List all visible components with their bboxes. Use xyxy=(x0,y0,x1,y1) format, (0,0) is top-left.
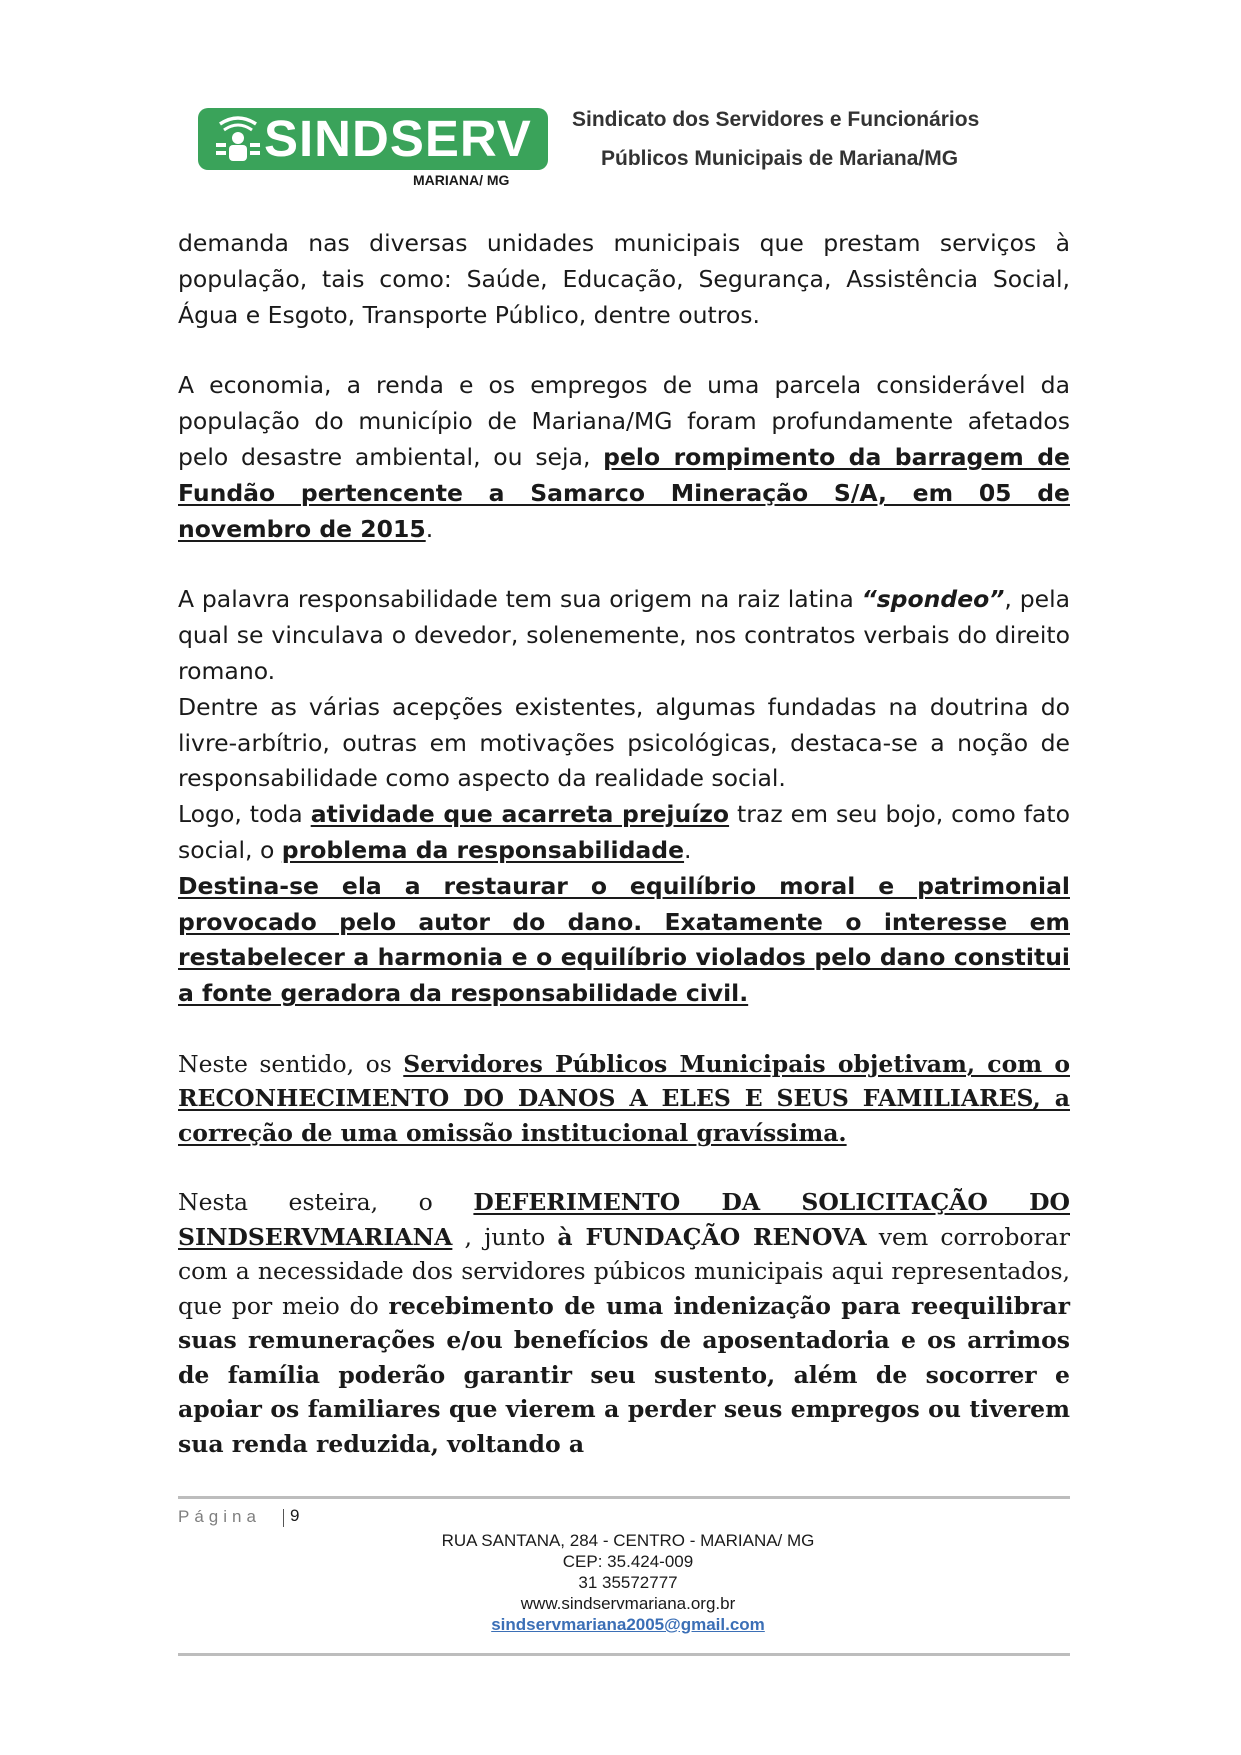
footer-cep: CEP: 35.424-009 xyxy=(562,1552,694,1571)
footer-divider-bottom xyxy=(178,1653,1070,1656)
emphasis-span: problema da responsabilidade xyxy=(281,835,685,864)
paragraph-1: demanda nas diversas unidades municipais que prestam serviços à população, tais como: Saúde, Educação, Segurança, Assistência Social, Água e Esgoto, Transporte Público, dentre outros. xyxy=(178,229,1070,329)
paragraph-5 xyxy=(178,797,1070,869)
page-label: Página xyxy=(178,1507,261,1526)
emphasis-span: à FUNDAÇÃO RENOVA xyxy=(557,1222,867,1251)
logo-subtitle: MARIANA/ MG xyxy=(413,172,510,188)
footer-email-link[interactable]: sindservmariana2005@gmail.com xyxy=(491,1615,765,1634)
text-span: . xyxy=(425,514,434,543)
paragraph-8 xyxy=(178,1185,1070,1461)
footer-divider-top xyxy=(178,1496,1070,1499)
footer-address: RUA SANTANA, 284 - CENTRO - MARIANA/ MG xyxy=(441,1531,815,1550)
paragraph-7 xyxy=(178,1047,1070,1151)
worker-emblem-icon xyxy=(212,114,264,164)
text-span: Logo, toda xyxy=(178,800,311,829)
emphasis-span: DEFERIMENTO DA SOLICITAÇÃO DO SINDSERVMARIANA xyxy=(178,1188,1070,1251)
page-separator xyxy=(283,1509,284,1527)
paragraph-6: Destina-se ela a restaurar o equilíbrio moral e patrimonial provocado pelo autor do dano. Exatamente o interesse em restabelecer a harmonia e o equilíbrio violados pelo dano constitui a fonte geradora da responsabilidade civil. xyxy=(178,871,1070,1008)
text-span: traz em seu bojo, como fato social, o xyxy=(178,800,1070,864)
emphasis-span: Servidores Públicos Municipais objetivam, com o RECONHECIMENTO DO DANOS A ELES E SEUS FAMILIARES, a correção de uma omissão institucional gravíssima. xyxy=(178,1049,1070,1147)
text-span: A economia, a renda e os empregos de uma parcela considerável da população do município de Mariana/MG foram profundamente afetados pelo desastre ambiental, ou seja, xyxy=(178,371,1070,471)
union-name-line1: Sindicato dos Servidores e Funcionários xyxy=(572,108,980,131)
paragraph-4: Dentre as várias acepções existentes, algumas fundadas na doutrina do livre-arbítrio, outras em motivações psicológicas, destaca-se a noção de responsabilidade como aspecto da realidade social. xyxy=(178,692,1070,793)
text-span: vem corroborar com a necessidade dos servidores púbicos municipais aqui representados, que por meio do xyxy=(178,1222,1070,1320)
emphasis-span: atividade que acarreta prejuízo xyxy=(310,800,730,829)
text-span: , pela qual se vinculava o devedor, solenemente, nos contratos verbais do direito romano. xyxy=(178,585,1071,685)
latin-term: “spondeo” xyxy=(861,585,1005,614)
footer-phone: 31 35572777 xyxy=(578,1573,678,1592)
text-span: Nesta esteira, o xyxy=(178,1188,474,1217)
emphasis-span: recebimento de uma indenização para reequilibrar suas remunerações e/ou benefícios de aposentadoria e os arrimos de família poderão garantir seu sustento, além de socorrer e apoiar os familiares que vierem a perder seus empregos ou tiverem sua renda reduzida, voltando a xyxy=(178,1291,1070,1458)
sindserv-logo xyxy=(198,108,548,170)
footer-website[interactable]: www.sindservmariana.org.br xyxy=(520,1594,736,1613)
text-span: , junto xyxy=(452,1222,558,1251)
text-span: Neste sentido, os xyxy=(178,1049,404,1078)
text-span: . xyxy=(684,835,692,864)
emphasis-span: pelo rompimento da barragem de Fundão pertencente a Samarco Mineração S/A, em 05 de novembro de 2015 xyxy=(178,442,1070,543)
logo-text: SINDSERV xyxy=(264,110,532,167)
text-span: A palavra responsabilidade tem sua origem na raiz latina xyxy=(178,585,862,614)
union-name-line2: Públicos Municipais de Mariana/MG xyxy=(601,147,959,170)
page-number: 9 xyxy=(290,1506,300,1525)
paragraph-2 xyxy=(178,368,1070,547)
paragraph-3 xyxy=(178,582,1070,689)
document-body xyxy=(178,226,1070,1461)
